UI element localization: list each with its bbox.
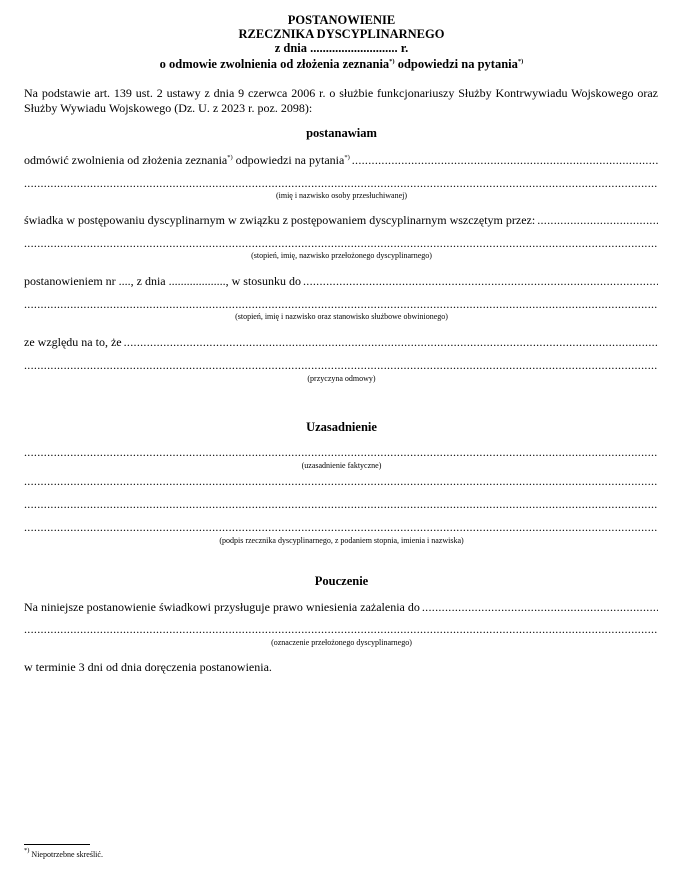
justification-heading: Uzasadnienie bbox=[306, 420, 377, 434]
refusal-fill-dots[interactable] bbox=[352, 153, 658, 167]
footnote-text: Niepotrzebne skreślić. bbox=[29, 850, 103, 859]
caption-superior: (stopień, imię, nazwisko przełożonego dyscyplinarnego) bbox=[251, 251, 432, 260]
caption-factual: (uzasadnienie faktyczne) bbox=[301, 461, 382, 470]
decision-heading: postanawiam bbox=[306, 126, 377, 140]
legal-basis-paragraph: Na podstawie art. 139 ust. 2 ustawy z dnia 9 czerwca 2006 r. o służbie funkcjonariuszy Służby Kontrwywiadu Wojskowego oraz Służby Wywiadu Wojskowego (Dz. U. z 2023 r. poz. 2098): bbox=[24, 86, 658, 115]
refusal-label: odmówić zwolnienia od złożenia zeznania*) odpowiedzi na pytania*) bbox=[24, 153, 350, 167]
witness-fill-dots[interactable] bbox=[537, 213, 658, 227]
footnote-marker: *) bbox=[389, 58, 395, 65]
caption-accused: (stopień, imię i nazwisko oraz stanowisko służbowe obwinionego) bbox=[235, 312, 448, 321]
instruction-heading: Pouczenie bbox=[314, 574, 369, 588]
caption-person: (imię i nazwisko osoby przesłuchiwanej) bbox=[275, 191, 408, 200]
justification-fill-line-2[interactable] bbox=[24, 474, 658, 488]
complaint-label: Na niniejsze postanowienie świadkowi przysługuje prawo wniesienia zażalenia do bbox=[24, 600, 420, 614]
reason-fill-dots[interactable] bbox=[124, 335, 658, 349]
person-fill-line[interactable] bbox=[24, 176, 658, 190]
reason-label: ze względu na to, że bbox=[24, 335, 122, 349]
signature-fill-line[interactable] bbox=[24, 520, 658, 534]
complaint-line bbox=[24, 600, 658, 614]
document-title: POSTANOWIENIE bbox=[287, 13, 396, 27]
caption-signature: (podpis rzecznika dyscyplinarnego, z podaniem stopnia, imienia i nazwiska) bbox=[219, 536, 464, 545]
order-fill-dots[interactable] bbox=[303, 274, 658, 288]
order-line bbox=[24, 274, 658, 288]
superior-designation-fill-line[interactable] bbox=[24, 622, 658, 636]
subject-part-b: odpowiedzi na pytania bbox=[394, 57, 518, 71]
subject-part-a: o odmowie zwolnienia od złożenia zeznania bbox=[159, 57, 390, 71]
footnote-divider bbox=[24, 844, 90, 845]
reason-fill-line[interactable] bbox=[24, 358, 658, 372]
document-date-line: z dnia ............................ r. bbox=[274, 41, 409, 55]
justification-fill-line-1[interactable] bbox=[24, 445, 658, 459]
superior-fill-line[interactable] bbox=[24, 236, 658, 250]
footnote bbox=[24, 847, 103, 860]
document-subtitle: RZECZNIKA DYSCYPLINARNEGO bbox=[238, 27, 445, 41]
footnote-marker: *) bbox=[517, 58, 524, 65]
caption-superior-designation: (oznaczenie przełożonego dyscyplinarnego) bbox=[271, 638, 412, 647]
complaint-fill-dots[interactable] bbox=[422, 600, 658, 614]
accused-fill-line[interactable] bbox=[24, 297, 658, 311]
witness-line bbox=[24, 213, 658, 227]
witness-label: świadka w postępowaniu dyscyplinarnym w związku z postępowaniem dyscyplinarnym wszczętym przez: bbox=[24, 213, 536, 227]
justification-fill-line-3[interactable] bbox=[24, 497, 658, 511]
caption-reason: (przyczyna odmowy) bbox=[307, 374, 376, 383]
reason-line bbox=[24, 335, 658, 349]
footnote-mark: *) bbox=[24, 847, 30, 854]
deadline-text: w terminie 3 dni od dnia doręczenia postanowienia. bbox=[24, 660, 272, 674]
order-label: postanowieniem nr ...., z dnia ..................., w stosunku do bbox=[24, 274, 301, 288]
refusal-line bbox=[24, 153, 658, 167]
document-subject bbox=[0, 57, 683, 71]
